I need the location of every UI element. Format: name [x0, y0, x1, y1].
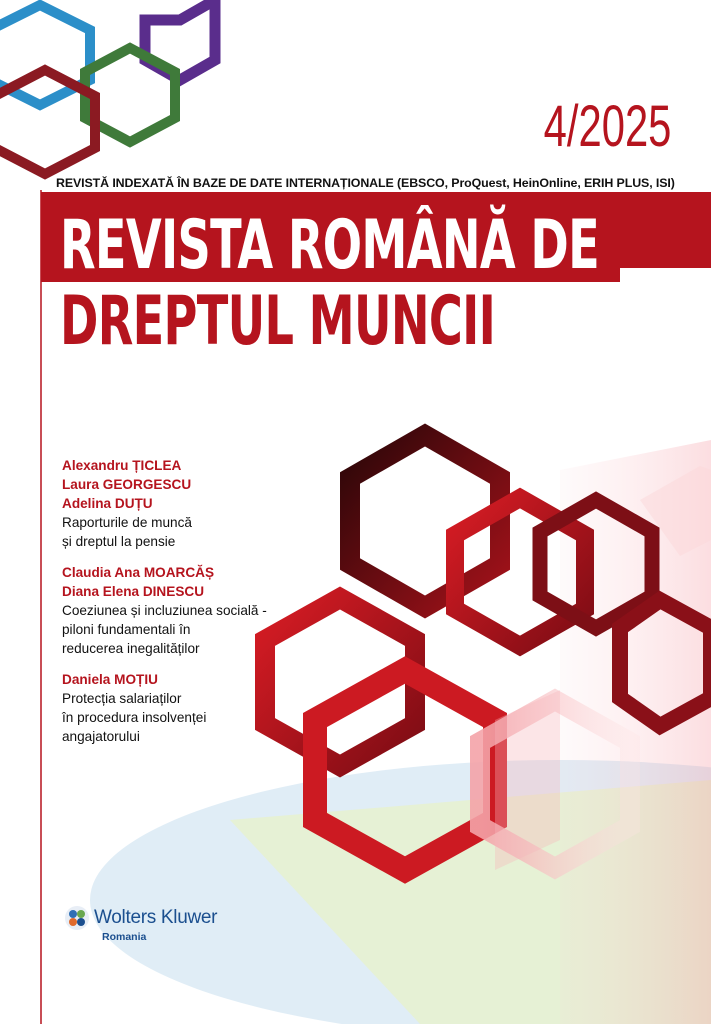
dark-red-hexagon-shape: [0, 70, 95, 174]
article-title: Raporturile de muncă: [62, 515, 192, 530]
article-title: angajatorului: [62, 729, 140, 744]
article-author: Diana Elena DINESCU: [62, 584, 205, 599]
article-entry-1: [62, 456, 362, 551]
publisher-region: Romania: [102, 931, 147, 943]
article-title: reducerea inegalităților: [62, 641, 200, 656]
article-author: Claudia Ana MOARCĂȘ: [62, 565, 215, 580]
publisher-logo: [64, 900, 264, 948]
article-title: Protecția salariaților: [62, 691, 182, 706]
issue-number: 4/2025: [543, 94, 671, 159]
article-entry-3: [62, 670, 362, 746]
table-of-contents: [62, 456, 362, 758]
article-author: Alexandru ȚICLEA: [62, 458, 182, 473]
article-author: Adelina DUȚU: [62, 496, 153, 511]
article-title: piloni fundamentali în: [62, 622, 191, 637]
publisher-name: Wolters Kluwer: [94, 907, 218, 928]
article-entry-2: [62, 563, 362, 658]
article-title: Coeziunea și incluziunea socială -: [62, 603, 267, 618]
purple-hexagon-shape: [145, 0, 215, 80]
article-author: Daniela MOȚIU: [62, 672, 158, 687]
article-title: în procedura insolvenței: [62, 710, 207, 725]
journal-title-line-1: REVISTA ROMÂNĂ DE: [60, 206, 600, 285]
wolters-kluwer-logo-icon: [64, 905, 90, 931]
indexing-note: REVISTĂ INDEXATĂ ÎN BAZE DE DATE INTERNAȚIONALE (EBSCO, ProQuest, HeinOnline, ERIH PLUS, ISI): [56, 176, 675, 190]
journal-title-line-2: DREPTUL MUNCII: [60, 282, 496, 361]
article-author: Laura GEORGESCU: [62, 477, 192, 492]
article-title: și dreptul la pensie: [62, 534, 176, 549]
pink-facet-shape: [495, 690, 560, 870]
